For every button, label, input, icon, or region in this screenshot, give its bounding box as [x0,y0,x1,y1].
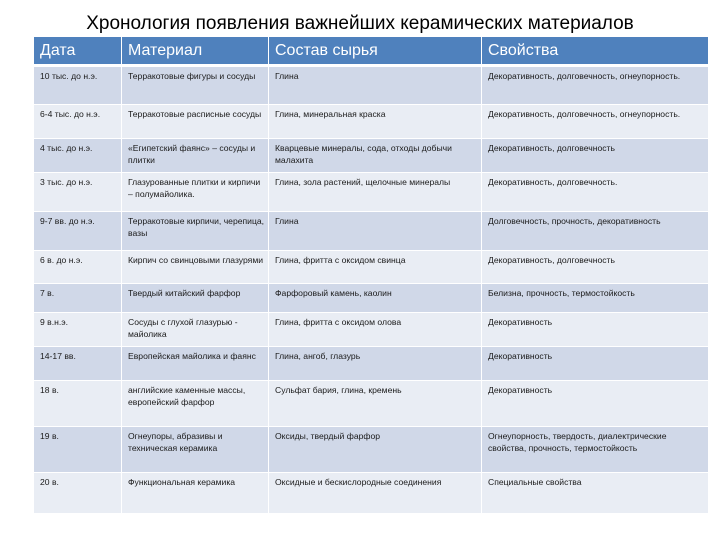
table-row [34,427,708,473]
cell-date: 14-17 вв. [34,347,122,381]
table-row [34,212,708,251]
cell-properties: Специальные свойства [482,473,708,514]
cell-date: 3 тыс. до н.э. [34,173,122,212]
cell-composition: Глина, минеральная краска [269,105,482,139]
header-date: Дата [34,37,122,67]
cell-date: 6-4 тыс. до н.э. [34,105,122,139]
cell-date: 9 в.н.э. [34,313,122,347]
table-row [34,105,708,139]
cell-material: Огнеупоры, абразивы и техническая керамика [122,427,269,473]
cell-composition: Оксиды, твердый фарфор [269,427,482,473]
cell-composition: Фарфоровый камень, каолин [269,284,482,313]
cell-date: 19 в. [34,427,122,473]
table-row [34,67,708,105]
cell-properties: Декоративность, долговечность, огнеупорность. [482,67,708,105]
cell-properties: Декоративность, долговечность [482,139,708,173]
cell-properties: Декоративность, долговечность, огнеупорность. [482,105,708,139]
cell-composition: Глина [269,67,482,105]
cell-date: 4 тыс. до н.э. [34,139,122,173]
cell-composition: Глина, ангоб, глазурь [269,347,482,381]
cell-material: английские каменные массы, европейский фарфор [122,381,269,427]
header-composition: Состав сырья [269,37,482,67]
cell-material: Глазурованные плитки и кирпичи – полумайолика. [122,173,269,212]
cell-properties: Декоративность, долговечность [482,251,708,284]
table-row [34,347,708,381]
cell-date: 6 в. до н.э. [34,251,122,284]
cell-material: Кирпич со свинцовыми глазурями [122,251,269,284]
cell-date: 9-7 вв. до н.э. [34,212,122,251]
ceramics-timeline-table [34,37,708,514]
cell-properties: Декоративность [482,347,708,381]
cell-material: Терракотовые фигуры и сосуды [122,67,269,105]
cell-composition: Оксидные и бескислородные соединения [269,473,482,514]
table-row [34,313,708,347]
cell-date: 7 в. [34,284,122,313]
cell-composition: Кварцевые минералы, сода, отходы добычи малахита [269,139,482,173]
cell-material: Терракотовые расписные сосуды [122,105,269,139]
cell-material: «Египетский фаянс» – сосуды и плитки [122,139,269,173]
table-row [34,381,708,427]
table-row [34,139,708,173]
cell-composition: Сульфат бария, глина, кремень [269,381,482,427]
cell-material: Твердый китайский фарфор [122,284,269,313]
table-row [34,284,708,313]
header-material: Материал [122,37,269,67]
page-title: Хронология появления важнейших керамических материалов [86,13,634,34]
cell-composition: Глина, фритта с оксидом свинца [269,251,482,284]
cell-composition: Глина [269,212,482,251]
cell-properties: Белизна, прочность, термостойкость [482,284,708,313]
cell-date: 20 в. [34,473,122,514]
cell-properties: Долговечность, прочность, декоративность [482,212,708,251]
table-row [34,251,708,284]
cell-date: 10 тыс. до н.э. [34,67,122,105]
cell-date: 18 в. [34,381,122,427]
cell-material: Терракотовые кирпичи, черепица, вазы [122,212,269,251]
header-row [34,37,708,67]
table-row [34,173,708,212]
cell-material: Сосуды с глухой глазурью - майолика [122,313,269,347]
cell-composition: Глина, зола растений, щелочные минералы [269,173,482,212]
cell-properties: Декоративность [482,381,708,427]
table-row [34,473,708,514]
cell-properties: Огнеупорность, твердость, диалектрические свойства, прочность, термостойкость [482,427,708,473]
header-properties: Свойства [482,37,708,67]
cell-material: Функциональная керамика [122,473,269,514]
cell-properties: Декоративность, долговечность. [482,173,708,212]
cell-properties: Декоративность [482,313,708,347]
cell-composition: Глина, фритта с оксидом олова [269,313,482,347]
cell-material: Европейская майолика и фаянс [122,347,269,381]
